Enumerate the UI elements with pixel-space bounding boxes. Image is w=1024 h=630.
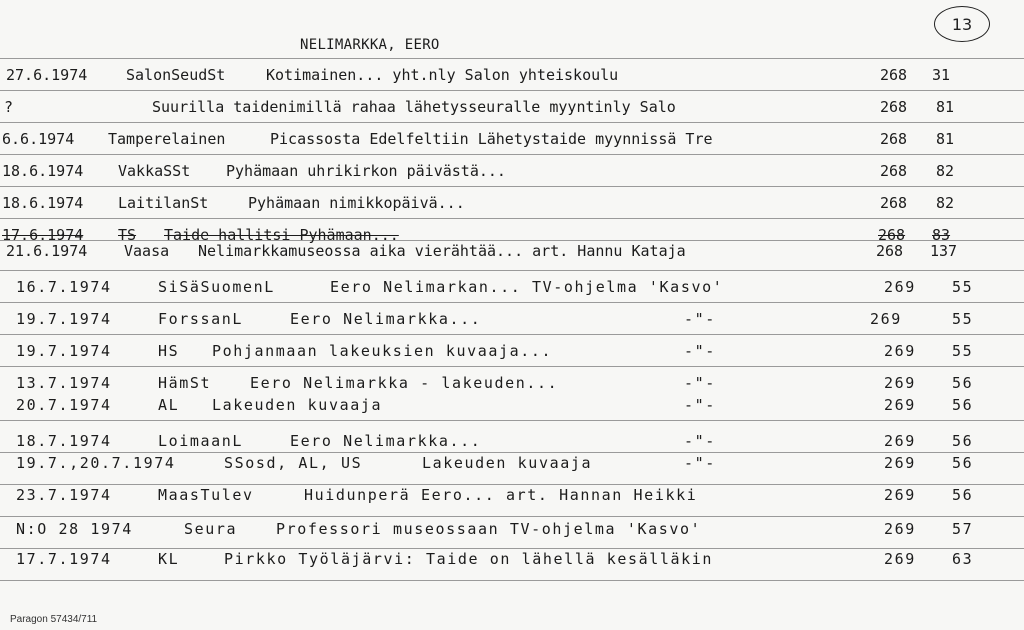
entry-ditto: -"- bbox=[684, 310, 716, 328]
rule-line bbox=[0, 154, 1024, 155]
entry-volume: 269 bbox=[884, 278, 916, 296]
entry-page: 81 bbox=[936, 98, 955, 116]
rule-line bbox=[0, 270, 1024, 271]
entry-title: Picassosta Edelfeltiin Lähetystaide myynnissä Tre bbox=[270, 130, 713, 148]
entry-row bbox=[0, 432, 1024, 454]
entry-page: 56 bbox=[952, 396, 974, 414]
entry-date: 19.7.1974 bbox=[16, 310, 112, 328]
entry-source: Tamperelainen bbox=[108, 130, 226, 148]
entry-title: Pirkko Työläjärvi: Taide on lähellä kesälläkin bbox=[224, 550, 714, 568]
entry-source: ForssanL bbox=[158, 310, 244, 328]
entry-page: 82 bbox=[936, 194, 955, 212]
entry-page: 56 bbox=[952, 374, 974, 392]
entry-date: N:O 28 1974 bbox=[16, 520, 133, 538]
entry-date: ? bbox=[4, 98, 14, 116]
entry-ditto: -"- bbox=[684, 454, 716, 472]
entry-row bbox=[0, 66, 1024, 88]
entry-page: 55 bbox=[952, 278, 974, 296]
entry-page: 137 bbox=[930, 242, 958, 260]
entry-ditto: -"- bbox=[684, 342, 716, 360]
rule-line bbox=[0, 334, 1024, 335]
entry-volume: 268 bbox=[880, 162, 908, 180]
entry-date: 17.7.1974 bbox=[16, 550, 112, 568]
entry-volume: 269 bbox=[870, 310, 902, 328]
entry-date: 19.7.1974 bbox=[16, 342, 112, 360]
entry-source: HS bbox=[158, 342, 180, 360]
entry-volume: 268 bbox=[880, 194, 908, 212]
entry-volume: 268 bbox=[878, 226, 906, 244]
entry-title: Lakeuden kuvaaja bbox=[212, 396, 383, 414]
entry-title: Nelimarkkamuseossa aika vierähtää... art. Hannu Kataja bbox=[198, 242, 686, 260]
entry-page: 57 bbox=[952, 520, 974, 538]
rule-line bbox=[0, 58, 1024, 59]
entry-ditto: -"- bbox=[684, 396, 716, 414]
entry-source: HämSt bbox=[158, 374, 212, 392]
entry-page: 56 bbox=[952, 432, 974, 450]
rule-line bbox=[0, 302, 1024, 303]
entry-row bbox=[0, 520, 1024, 542]
entry-row bbox=[0, 454, 1024, 476]
rule-line bbox=[0, 90, 1024, 91]
rule-line bbox=[0, 484, 1024, 485]
entry-volume: 268 bbox=[880, 98, 908, 116]
entry-source: SalonSeudSt bbox=[126, 66, 226, 84]
entry-page: 55 bbox=[952, 342, 974, 360]
entry-date: 21.6.1974 bbox=[6, 242, 88, 260]
entry-date: 6.6.1974 bbox=[2, 130, 75, 148]
entry-row bbox=[0, 550, 1024, 572]
entry-title: Eero Nelimarkan... TV-ohjelma 'Kasvo' bbox=[330, 278, 724, 296]
rule-line bbox=[0, 122, 1024, 123]
entry-row bbox=[0, 130, 1024, 152]
entry-title: Pohjanmaan lakeuksien kuvaaja... bbox=[212, 342, 553, 360]
entry-date: 23.7.1974 bbox=[16, 486, 112, 504]
entry-row bbox=[0, 98, 1024, 120]
entry-page: 63 bbox=[952, 550, 974, 568]
entry-source: VakkaSSt bbox=[118, 162, 191, 180]
entry-volume: 269 bbox=[884, 342, 916, 360]
rule-line bbox=[0, 548, 1024, 549]
rule-line bbox=[0, 366, 1024, 367]
entry-volume: 269 bbox=[884, 374, 916, 392]
entry-title: Huidunperä Eero... art. Hannan Heikki bbox=[304, 486, 698, 504]
entry-row bbox=[0, 242, 1024, 264]
entry-date: 27.6.1974 bbox=[6, 66, 88, 84]
entry-source: LoimaanL bbox=[158, 432, 244, 450]
entry-volume: 269 bbox=[884, 486, 916, 504]
entry-row bbox=[0, 194, 1024, 216]
entry-title: Lakeuden kuvaaja bbox=[422, 454, 593, 472]
entry-title: Pyhämaan uhrikirkon päivästä... bbox=[226, 162, 506, 180]
card-title: NELIMARKKA, EERO bbox=[300, 37, 440, 53]
entry-row bbox=[0, 162, 1024, 184]
entry-date: 19.7.,20.7.1974 bbox=[16, 454, 176, 472]
entry-page: 31 bbox=[932, 66, 951, 84]
entry-title: Professori museossaan TV-ohjelma 'Kasvo' bbox=[276, 520, 702, 538]
rule-line bbox=[0, 186, 1024, 187]
rule-line bbox=[0, 218, 1024, 219]
entry-row bbox=[0, 486, 1024, 508]
entry-date: 18.6.1974 bbox=[2, 194, 84, 212]
entry-source: AL bbox=[158, 396, 180, 414]
entry-source: TS bbox=[118, 226, 137, 244]
entry-source: SSosd, AL, US bbox=[224, 454, 363, 472]
entry-volume: 269 bbox=[884, 432, 916, 450]
rule-line bbox=[0, 516, 1024, 517]
entry-ditto: -"- bbox=[684, 432, 716, 450]
entry-page: 81 bbox=[936, 130, 955, 148]
entry-date: 17.6.1974 bbox=[2, 226, 84, 244]
entry-source: LaitilanSt bbox=[118, 194, 209, 212]
entry-page: 82 bbox=[936, 162, 955, 180]
entry-title: Eero Nelimarkka - lakeuden... bbox=[250, 374, 559, 392]
entry-volume: 269 bbox=[884, 396, 916, 414]
card-number-badge: 13 bbox=[934, 6, 990, 42]
entry-page: 83 bbox=[932, 226, 951, 244]
entry-date: 18.7.1974 bbox=[16, 432, 112, 450]
entry-title: Kotimainen... yht.nly Salon yhteiskoulu bbox=[266, 66, 619, 84]
entry-volume: 268 bbox=[876, 242, 904, 260]
entry-title: Pyhämaan nimikkopäivä... bbox=[248, 194, 465, 212]
entry-date: 16.7.1974 bbox=[16, 278, 112, 296]
entry-source: MaasTulev bbox=[158, 486, 254, 504]
entry-volume: 269 bbox=[884, 454, 916, 472]
entry-page: 55 bbox=[952, 310, 974, 328]
entry-title: Suurilla taidenimillä rahaa lähetysseuralle myyntinly Salo bbox=[152, 98, 676, 116]
rule-line bbox=[0, 420, 1024, 421]
entry-title: Eero Nelimarkka... bbox=[290, 310, 482, 328]
rule-line bbox=[0, 580, 1024, 581]
entry-volume: 269 bbox=[884, 520, 916, 538]
entry-date: 13.7.1974 bbox=[16, 374, 112, 392]
entry-source: SiSäSuomenL bbox=[158, 278, 275, 296]
entry-date: 20.7.1974 bbox=[16, 396, 112, 414]
print-mark: Paragon 57434/711 bbox=[10, 614, 98, 625]
entry-volume: 268 bbox=[880, 66, 908, 84]
entry-page: 56 bbox=[952, 486, 974, 504]
entry-source: Vaasa bbox=[124, 242, 170, 260]
entry-page: 56 bbox=[952, 454, 974, 472]
entry-ditto: -"- bbox=[684, 374, 716, 392]
entry-volume: 269 bbox=[884, 550, 916, 568]
entry-date: 18.6.1974 bbox=[2, 162, 84, 180]
entry-title: Taide hallitsi Pyhämaan... bbox=[164, 226, 399, 244]
entry-title: Eero Nelimarkka... bbox=[290, 432, 482, 450]
entry-row bbox=[0, 342, 1024, 364]
entry-row bbox=[0, 374, 1024, 396]
entry-row bbox=[0, 278, 1024, 300]
entry-source: KL bbox=[158, 550, 180, 568]
entry-row bbox=[0, 396, 1024, 418]
entry-row bbox=[0, 310, 1024, 332]
entry-source: Seura bbox=[184, 520, 238, 538]
entry-volume: 268 bbox=[880, 130, 908, 148]
